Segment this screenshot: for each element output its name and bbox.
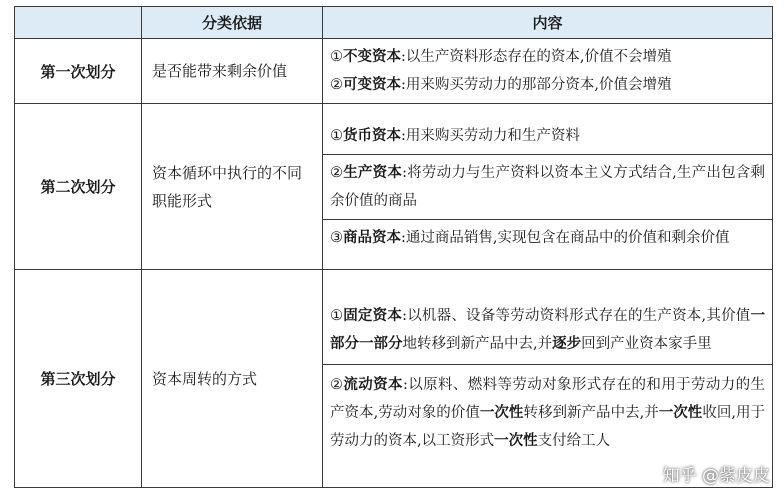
table-row (15, 39, 773, 104)
content-item: ③商品资本:通过商品销售,实现包含在商品中的价值和剩余价值 (323, 219, 772, 256)
division-content (323, 39, 773, 104)
division-level: 第一次划分 (15, 39, 142, 104)
header-basis: 分类依据 (142, 7, 323, 39)
watermark: 知乎 @紫皮皮 (662, 466, 770, 486)
content-item: ①货币资本:用来购买劳动力和生产资料 (330, 127, 580, 144)
division-basis: 资本周转的方式 (142, 270, 323, 488)
table-row (15, 270, 773, 488)
table-header-row (15, 7, 773, 39)
content-item: ②流动资本:以原料、燃料等劳动对象形式存在的和用于劳动力的生产资本,劳动对象的价值一次性转移到新产品中去,并一次性收回,用于劳动力的资本,以工资形式一次性支付给工人 (323, 364, 772, 461)
division-basis: 是否能带来剩余价值 (142, 39, 323, 104)
content-item: ①固定资本:以机器、设备等劳动资料形式存在的生产资本,其价值一部分一部分地转移到新产品中去,并逐步回到产业资本家手里 (330, 308, 766, 352)
division-content (323, 104, 773, 270)
header-corner (15, 7, 142, 39)
division-content (323, 270, 773, 488)
capital-classification-table (14, 6, 773, 488)
division-level: 第三次划分 (15, 270, 142, 488)
table-row (15, 104, 773, 270)
content-item: ②生产资本:将劳动力与生产资料以资本主义方式结合,生产出包含剩余价值的商品 (323, 154, 772, 219)
content-item: ①不变资本:以生产资料形态存在的资本,价值不会增殖 (330, 49, 672, 65)
division-level: 第二次划分 (15, 104, 142, 270)
header-content: 内容 (323, 7, 773, 39)
division-basis: 资本循环中执行的不同职能形式 (142, 104, 323, 270)
content-item: ②可变资本:用来购买劳动力的那部分资本,价值会增殖 (330, 77, 672, 93)
